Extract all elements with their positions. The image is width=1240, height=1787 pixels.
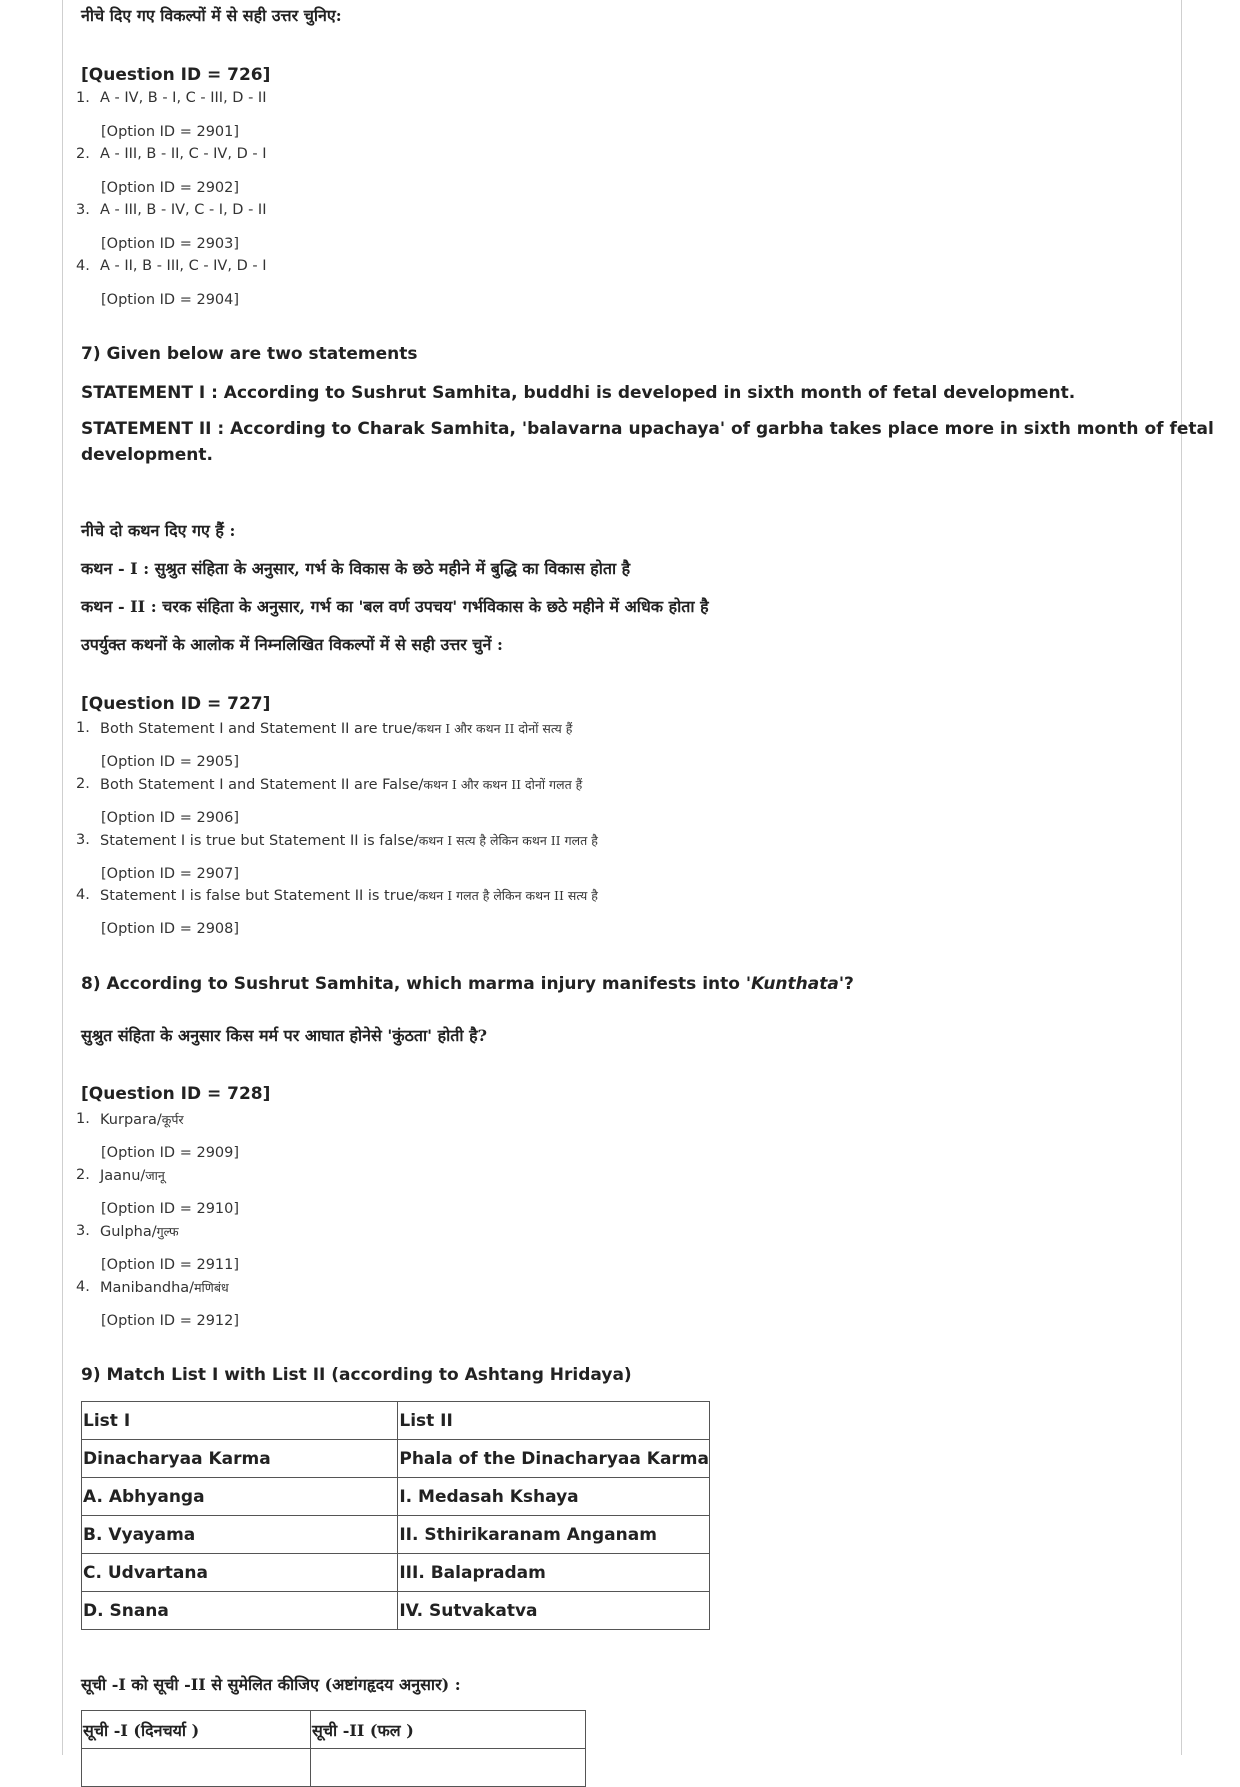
option-number: 2.	[76, 146, 90, 162]
option-number: 2.	[76, 1167, 90, 1183]
table-row	[82, 1440, 710, 1478]
table-row	[82, 1749, 586, 1787]
option-id: [Option ID = 2901]	[101, 124, 240, 140]
option-text-hindi: कथन I और कथन II दोनों गलत हैं	[423, 777, 583, 792]
table-cell: I. Medasah Kshaya	[398, 1478, 710, 1516]
option-id: [Option ID = 2903]	[101, 236, 240, 252]
table-cell: Dinacharyaa Karma	[82, 1440, 398, 1478]
option-number: 2.	[76, 776, 90, 792]
option-text-hindi: कथन I गलत है लेकिन कथन II सत्य है	[418, 888, 598, 903]
table-cell: III. Balapradam	[398, 1554, 710, 1592]
table-cell: A. Abhyanga	[82, 1478, 398, 1516]
table-cell	[82, 1749, 311, 1787]
option-text: A - III, B - II, C - IV, D - I	[100, 146, 267, 162]
option-text-english: Both Statement I and Statement II are False/	[100, 777, 424, 793]
statement-1: STATEMENT I : According to Sushrut Samhita, buddhi is developed in sixth month of fetal development.	[81, 383, 1076, 403]
option-text-english: Kurpara/	[100, 1112, 162, 1128]
option-number: 3.	[76, 202, 90, 218]
page-border-left	[62, 0, 63, 1755]
option-text-hindi: जानू	[145, 1168, 165, 1183]
table-header-cell: सूची -II (फल )	[311, 1711, 586, 1749]
table-header-cell: List I	[82, 1402, 398, 1440]
table-cell	[311, 1749, 586, 1787]
hindi-statement-1: कथन - I : सुश्रुत संहिता के अनुसार, गर्भ के विकास के छठे महीने में बुद्धि का विकास होता है	[81, 559, 631, 578]
question-title-text: 8) According to Sushrut Samhita, which marma injury manifests into '	[81, 974, 752, 994]
hindi-choose-answer: उपर्युक्त कथनों के आलोक में निम्नलिखित विकल्पों में से सही उत्तर चुनें :	[81, 635, 503, 654]
option-text-english: Statement I is false but Statement II is true/	[100, 888, 419, 904]
table-header-cell: List II	[398, 1402, 710, 1440]
option-id: [Option ID = 2905]	[101, 754, 240, 770]
hindi-statement-2: कथन - II : चरक संहिता के अनुसार, गर्भ का 'बल वर्ण उपचय' गर्भविकास के छठे महीने में अधिक होता है	[81, 597, 709, 616]
option-text-english: Both Statement I and Statement II are true/	[100, 721, 417, 737]
option-id: [Option ID = 2906]	[101, 810, 240, 826]
option-text-hindi: कथन I सत्य है लेकिन कथन II गलत है	[418, 833, 598, 848]
option-number: 3.	[76, 1223, 90, 1239]
hindi-question: सुश्रुत संहिता के अनुसार किस मर्म पर आघात होनेसे 'कुंठता' होती है?	[81, 1026, 487, 1045]
page-border-right	[1181, 0, 1182, 1755]
question-id: [Question ID = 726]	[81, 65, 271, 85]
option-text: A - IV, B - I, C - III, D - II	[100, 90, 267, 106]
option-id: [Option ID = 2904]	[101, 292, 240, 308]
question-title	[81, 974, 854, 994]
option-text-hindi: कथन I और कथन II दोनों सत्य हैं	[416, 721, 573, 736]
hindi-match-table	[81, 1710, 586, 1787]
option-id: [Option ID = 2907]	[101, 866, 240, 882]
hindi-intro: नीचे दो कथन दिए गए हैं :	[81, 521, 236, 540]
question-title: 7) Given below are two statements	[81, 344, 418, 364]
option-id: [Option ID = 2910]	[101, 1201, 240, 1217]
option-number: 4.	[76, 258, 90, 274]
table-cell: II. Sthirikaranam Anganam	[398, 1516, 710, 1554]
question-id: [Question ID = 727]	[81, 694, 271, 714]
option-number: 1.	[76, 1111, 90, 1127]
option-text-english: Manibandha/	[100, 1280, 195, 1296]
match-table	[81, 1401, 710, 1630]
table-header-cell: सूची -I (दिनचर्या )	[82, 1711, 311, 1749]
table-cell: D. Snana	[82, 1592, 398, 1630]
option-id: [Option ID = 2911]	[101, 1257, 240, 1273]
option-number: 4.	[76, 1279, 90, 1295]
hindi-match-title: सूची -I को सूची -II से सुमेलित कीजिए (अष्टांगहृदय अनुसार) :	[81, 1675, 461, 1694]
question-title-suffix: '?	[838, 974, 854, 994]
table-cell: Phala of the Dinacharyaa Karma	[398, 1440, 710, 1478]
option-number: 4.	[76, 887, 90, 903]
option-id: [Option ID = 2912]	[101, 1313, 240, 1329]
question-title-italic-term: Kunthata	[751, 974, 839, 994]
question-title: 9) Match List I with List II (according to Ashtang Hridaya)	[81, 1365, 632, 1385]
option-text-hindi: गुल्फ	[156, 1224, 179, 1239]
option-number: 1.	[76, 90, 90, 106]
option-text-hindi: कूर्पर	[161, 1112, 184, 1127]
option-text-english: Statement I is true but Statement II is false/	[100, 833, 419, 849]
option-text-english: Gulpha/	[100, 1224, 157, 1240]
option-text: A - II, B - III, C - IV, D - I	[100, 258, 267, 274]
statement-2-line-2: development.	[81, 445, 213, 465]
table-cell: B. Vyayama	[82, 1516, 398, 1554]
option-text-english: Jaanu/	[100, 1168, 146, 1184]
table-row	[82, 1516, 710, 1554]
table-cell: C. Udvartana	[82, 1554, 398, 1592]
option-id: [Option ID = 2909]	[101, 1145, 240, 1161]
option-text: A - III, B - IV, C - I, D - II	[100, 202, 267, 218]
question-id: [Question ID = 728]	[81, 1084, 271, 1104]
table-row	[82, 1402, 710, 1440]
table-cell: IV. Sutvakatva	[398, 1592, 710, 1630]
option-id: [Option ID = 2902]	[101, 180, 240, 196]
top-instruction-hindi: नीचे दिए गए विकल्पों में से सही उत्तर चुनिए:	[81, 6, 342, 25]
table-row	[82, 1478, 710, 1516]
table-row	[82, 1554, 710, 1592]
option-number: 3.	[76, 832, 90, 848]
table-row	[82, 1592, 710, 1630]
option-id: [Option ID = 2908]	[101, 921, 240, 937]
statement-2-line-1: STATEMENT II : According to Charak Samhita, 'balavarna upachaya' of garbha takes place more in sixth month of fetal	[81, 419, 1214, 439]
table-row	[82, 1711, 586, 1749]
option-number: 1.	[76, 720, 90, 736]
option-text-hindi: मणिबंध	[194, 1280, 229, 1295]
